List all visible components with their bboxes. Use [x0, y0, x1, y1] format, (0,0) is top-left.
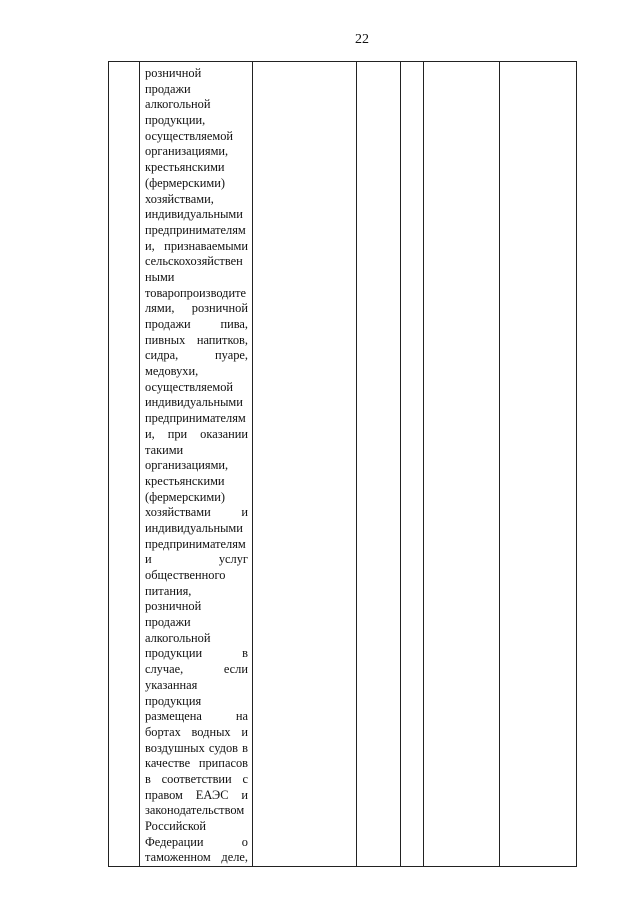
table-cell-empty — [500, 62, 577, 867]
table-row — [109, 62, 577, 867]
description-line: бортах водных и — [145, 724, 248, 739]
description-line: осуществляемой — [145, 128, 234, 143]
description-line: воздушных судов в — [145, 740, 248, 755]
description-line: розничной — [145, 66, 202, 80]
description-line: предпринимателям — [145, 222, 246, 237]
description-line: качестве припасов — [145, 756, 248, 771]
description-line: такими — [145, 442, 184, 457]
table-cell-empty — [253, 62, 357, 867]
description-line: крестьянскими — [145, 160, 225, 175]
table-cell-number — [109, 62, 140, 867]
description-line: Федерации о — [145, 834, 248, 849]
description-line: осуществляемой — [145, 379, 234, 394]
description-line: индивидуальными — [145, 207, 243, 222]
description-line: таможенном деле, — [145, 850, 248, 865]
description-line: сидра, пуаре, — [145, 348, 248, 363]
description-line: правом ЕАЭС и — [145, 787, 248, 802]
description-line: организациями, — [145, 458, 229, 473]
description-line: индивидуальными — [145, 395, 243, 410]
description-line: Российской — [145, 819, 207, 833]
description-line: предпринимателям — [145, 536, 246, 551]
description-line: продажи пива, — [145, 317, 248, 331]
description-line: алкогольной — [145, 97, 211, 112]
description-line: лями, розничной — [145, 301, 248, 316]
description-line: указанная — [145, 677, 198, 692]
description-line: товаропроизводите — [145, 285, 247, 300]
description-line: общественного — [145, 568, 226, 582]
table-cell-empty — [357, 62, 401, 867]
description-line: и услуг — [145, 552, 248, 567]
description-line: медовухи, — [145, 364, 199, 379]
page-number: 22 — [355, 32, 369, 47]
document-table — [108, 61, 577, 867]
description-line: и, признаваемыми — [145, 238, 248, 253]
description-line: (фермерскими) — [145, 175, 225, 190]
description-line: и, при оказании — [145, 426, 248, 441]
description-line: размещена на — [145, 709, 248, 724]
table-cell-description — [140, 62, 253, 867]
description-line: случае, если — [145, 662, 248, 677]
description-line: в соответствии с — [145, 771, 248, 786]
description-line: организациями, — [145, 144, 229, 159]
description-line: предпринимателям — [145, 411, 246, 426]
description-line: продукции в — [145, 646, 248, 661]
description-line: продукция — [145, 693, 202, 708]
description-text — [145, 66, 248, 866]
description-line: индивидуальными — [145, 520, 243, 535]
table-cell-empty — [401, 62, 424, 867]
table-cell-empty — [424, 62, 500, 867]
description-line: ными — [145, 269, 175, 284]
description-line: (фермерскими) — [145, 489, 225, 504]
description-line: продажи — [145, 81, 191, 96]
description-line: алкогольной — [145, 630, 211, 645]
description-line: пивных напитков, — [145, 332, 248, 347]
description-line: крестьянскими — [145, 473, 225, 488]
description-line: продажи — [145, 615, 191, 630]
description-line: сельскохозяйствен — [145, 254, 243, 269]
description-line: питания, — [145, 583, 192, 598]
description-line: хозяйствами и — [145, 505, 248, 520]
description-line: продукции, — [145, 113, 206, 128]
description-line: розничной — [145, 599, 202, 614]
description-line: законодательством — [145, 803, 245, 818]
description-line: хозяйствами, — [145, 191, 214, 206]
